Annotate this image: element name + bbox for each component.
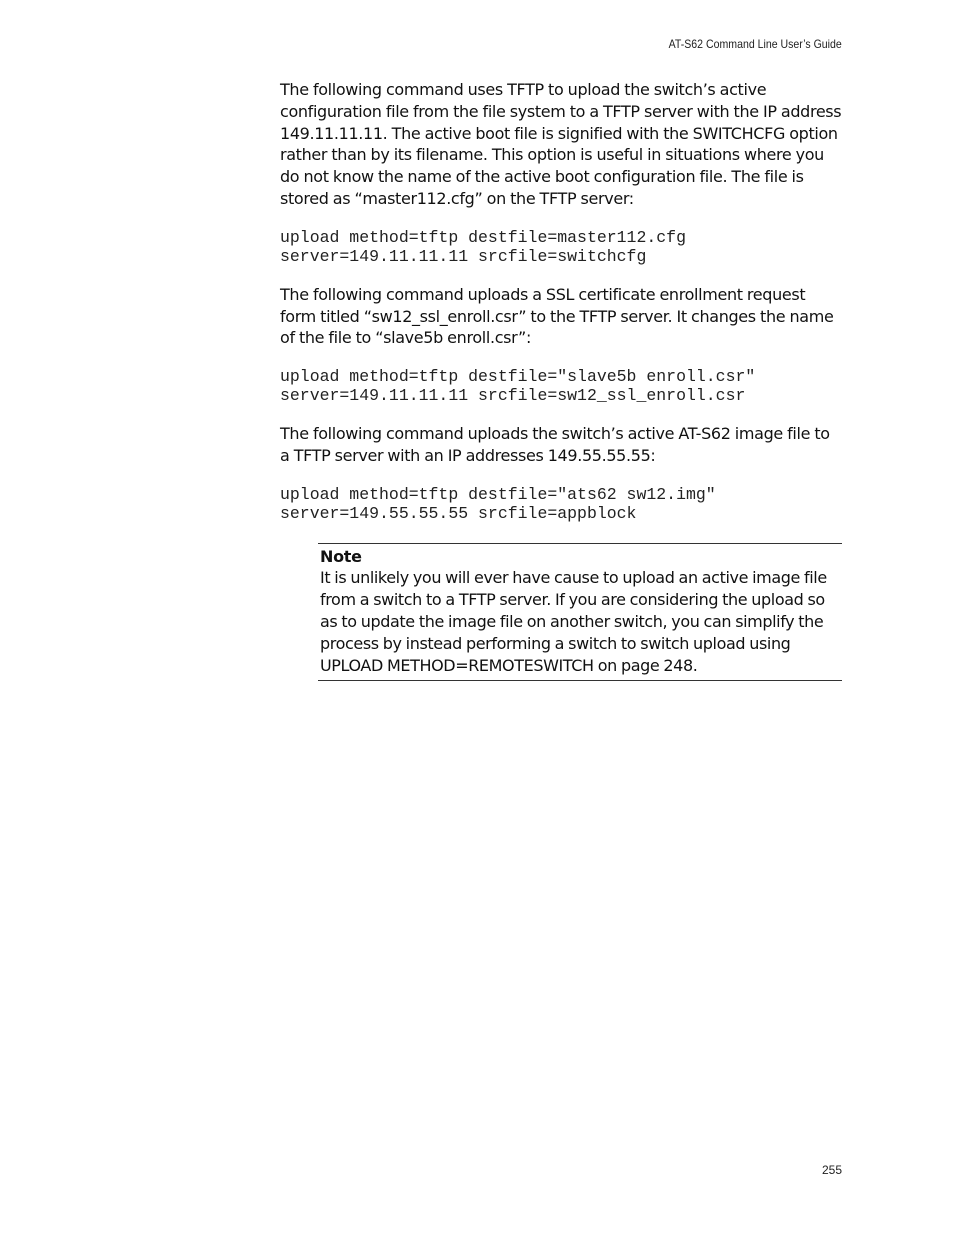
- code-line: server=149.55.55.55 srcfile=appblock: [280, 503, 637, 523]
- page-content: [280, 79, 842, 681]
- code-block-upload-switchcfg: [280, 228, 842, 266]
- note-text: It is unlikely you will ever have cause to upload an active image file from a switch to a TFTP server. If you are considering the upload so as to update the image file on another switch, you can simplify the process by instead performing a switch to switch upload using UPLOAD METHOD=REMOTESWITCH on page 248.: [320, 567, 827, 675]
- code-block-upload-ssl-csr: [280, 367, 842, 405]
- code-line: server=149.11.11.11 srcfile=switchcfg: [280, 246, 647, 266]
- page-number: 255: [821, 1163, 842, 1177]
- code-block-upload-image: [280, 485, 842, 523]
- note-title: Note: [320, 546, 362, 566]
- running-header: AT-S62 Command Line User’s Guide: [668, 37, 842, 51]
- paragraph-upload-ssl-csr: The following command uploads a SSL certificate enrollment request form titled “sw12_ssl_enroll.csr” to the TFTP server. It changes the name of the file to “slave5b enroll.csr”:: [280, 284, 834, 348]
- code-line: upload method=tftp destfile="ats62 sw12.img": [280, 484, 716, 504]
- code-line: upload method=tftp destfile="slave5b enroll.csr": [280, 367, 756, 387]
- paragraph-upload-image: The following command uploads the switch’s active AT-S62 image file to a TFTP server with an IP addresses 149.55.55.55:: [280, 424, 830, 465]
- paragraph-upload-switchcfg: The following command uses TFTP to upload the switch’s active configuration file from the file system to a TFTP server with the IP address 149.11.11.11. The active boot file is signified with the SWITCHCFG option rather than by its filename. This option is useful in situations where you do not know the name of the active boot configuration file. The file is stored as “master112.cfg” on the TFTP server:: [280, 80, 842, 208]
- code-line: server=149.11.11.11 srcfile=sw12_ssl_enroll.csr: [280, 386, 746, 406]
- code-line: upload method=tftp destfile=master112.cfg: [280, 227, 686, 247]
- note-box: [318, 543, 842, 681]
